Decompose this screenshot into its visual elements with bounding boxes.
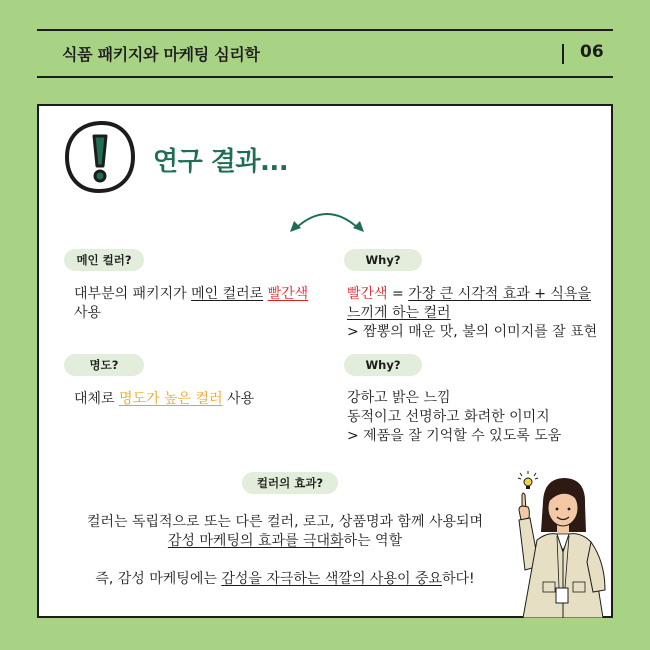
effect-line-1: 컬러는 독립적으로 또는 다른 컬러, 로고, 상품명과 함께 사용되며 <box>86 514 484 530</box>
header-top-line <box>37 29 613 31</box>
why-2-line-1: 강하고 밝은 느낌 <box>347 390 451 406</box>
why-2-line-3: > 제품을 잘 기억할 수 있도록 도움 <box>347 428 562 444</box>
why-label-1: Why? <box>344 249 422 271</box>
brightness-label: 명도? <box>64 354 144 376</box>
lightbulb-icon <box>518 471 538 489</box>
effect-line-2: 감성 마케팅의 효과를 극대화하는 역할 <box>167 533 403 549</box>
woman-pointing-illustration <box>513 470 613 618</box>
header-title: 식품 패키지와 마케팅 심리학 <box>62 45 260 64</box>
main-color-label: 메인 컬러? <box>64 249 144 271</box>
main-color-answer: 대부분의 패키지가 메인 컬러로 빨간색 사용 <box>74 286 309 321</box>
why-label-2: Why? <box>344 354 422 376</box>
why-2-line-2: 동적이고 선명하고 화려한 이미지 <box>347 409 550 425</box>
why-1-line-1: 빨간색 = 가장 큰 시각적 효과 + 식욕을 <box>347 286 591 302</box>
effect-line-3: 즉, 감성 마케팅에는 감성을 자극하는 색깔의 사용이 중요하다! <box>95 571 475 587</box>
exclamation-icon <box>64 120 136 194</box>
why-1-line-3: > 짬뽕의 매운 맛, 불의 이미지를 잘 표현 <box>347 324 598 340</box>
result-title: 연구 결과... <box>153 147 289 177</box>
brightness-answer: 대체로 명도가 높은 컬러 사용 <box>74 391 255 407</box>
page-number: 06 <box>580 42 604 62</box>
color-effect-label: 컬러의 효과? <box>242 472 338 494</box>
curved-double-arrow-icon <box>288 206 366 234</box>
header-bottom-line <box>37 76 613 78</box>
header-divider <box>562 44 564 64</box>
why-1-line-2: 느끼게 하는 컬러 <box>347 305 451 321</box>
